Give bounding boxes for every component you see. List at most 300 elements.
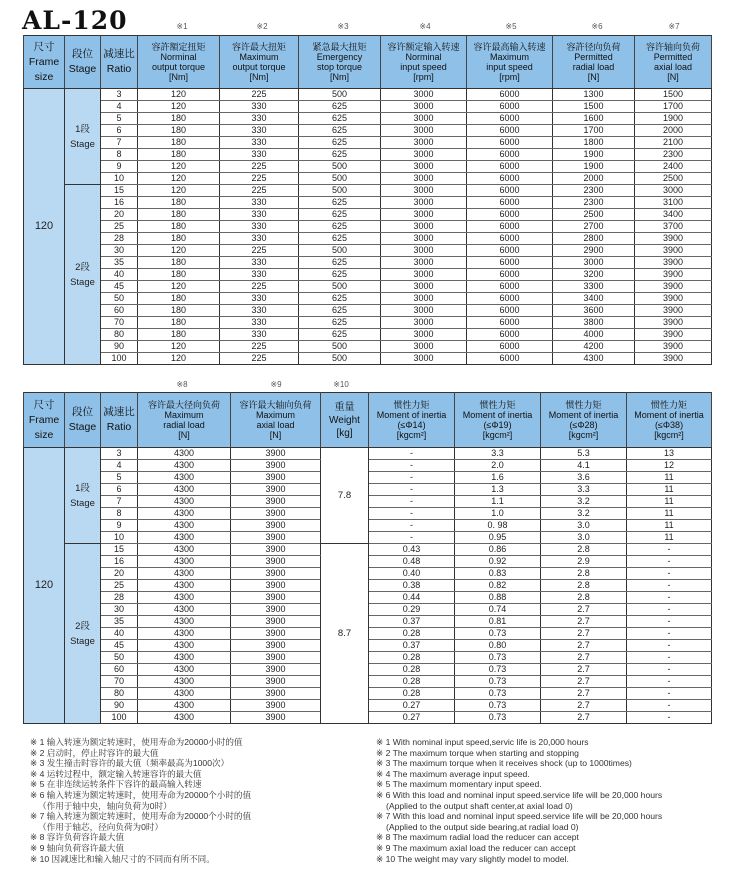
value-cell: 3900 — [231, 556, 321, 568]
value-cell: 6000 — [467, 329, 553, 341]
value-cell: 1900 — [553, 161, 635, 173]
value-cell: - — [369, 472, 455, 484]
ratio-cell: 6 — [101, 484, 138, 496]
value-cell: 4300 — [138, 628, 231, 640]
note-line: ※ 5 The maximum momentary input speed. — [376, 779, 542, 790]
table-row — [24, 353, 712, 365]
ratio-cell: 10 — [101, 532, 138, 544]
value-cell: - — [369, 496, 455, 508]
value-cell: 4300 — [138, 688, 231, 700]
value-cell: 4300 — [138, 544, 231, 556]
value-cell: 500 — [299, 161, 381, 173]
value-cell: 625 — [299, 197, 381, 209]
value-cell: 3.2 — [541, 508, 627, 520]
value-cell: 625 — [299, 113, 381, 125]
table-row — [24, 281, 712, 293]
ratio-cell: 70 — [101, 676, 138, 688]
value-cell: 625 — [299, 305, 381, 317]
value-cell: 225 — [220, 341, 299, 353]
ratio-cell: 28 — [101, 592, 138, 604]
ratio-cell: 25 — [101, 221, 138, 233]
note-mark: ※4 — [419, 22, 431, 31]
ratio-cell: 8 — [101, 149, 138, 161]
table-row — [24, 101, 712, 113]
value-cell: 120 — [138, 101, 220, 113]
value-cell: 120 — [138, 89, 220, 101]
spec-table-1 — [23, 35, 712, 365]
ratio-cell: 6 — [101, 125, 138, 137]
value-cell: 2.8 — [541, 580, 627, 592]
value-cell: 6000 — [467, 233, 553, 245]
value-cell: 0.29 — [369, 604, 455, 616]
table-row — [24, 209, 712, 221]
value-cell: 1.1 — [455, 496, 541, 508]
value-cell: 3000 — [635, 185, 712, 197]
value-cell: 330 — [220, 101, 299, 113]
ratio-cell: 10 — [101, 173, 138, 185]
ratio-cell: 7 — [101, 137, 138, 149]
value-cell: - — [369, 460, 455, 472]
note-line: (Applied to the output shaft center,at axial load 0) — [386, 800, 573, 811]
value-cell: 2300 — [553, 185, 635, 197]
value-cell: 3900 — [635, 329, 712, 341]
value-cell: 1600 — [553, 113, 635, 125]
value-cell: 2.8 — [541, 592, 627, 604]
table-row — [24, 113, 712, 125]
value-cell: 3000 — [381, 101, 467, 113]
value-cell: 4300 — [138, 700, 231, 712]
value-cell: 6000 — [467, 305, 553, 317]
header-max-axial-load: 容许最大轴向负荷 Maximum axial load [N] — [231, 393, 321, 448]
value-cell: 1500 — [553, 101, 635, 113]
value-cell: 4300 — [138, 508, 231, 520]
value-cell: 2.8 — [541, 544, 627, 556]
value-cell: 11 — [627, 472, 712, 484]
value-cell: - — [627, 700, 712, 712]
value-cell: 3000 — [381, 245, 467, 257]
value-cell: 5.3 — [541, 448, 627, 460]
value-cell: 3100 — [635, 197, 712, 209]
note-line: ※ 7 With this load and nominal input speed.service life will be 20,000 hours — [376, 811, 663, 822]
value-cell: - — [627, 640, 712, 652]
value-cell: 180 — [138, 269, 220, 281]
note-line: ※ 8 容许负荷容许最大值 — [30, 832, 125, 843]
value-cell: 2500 — [553, 209, 635, 221]
value-cell: 2.7 — [541, 664, 627, 676]
note-line: ※ 10 因减速比和输入轴尺寸的不同而有所不同。 — [30, 853, 215, 864]
value-cell: 11 — [627, 532, 712, 544]
ratio-cell: 80 — [101, 329, 138, 341]
header-weight: 重量 Weight [kg] — [321, 393, 369, 448]
value-cell: 180 — [138, 113, 220, 125]
value-cell: 180 — [138, 149, 220, 161]
value-cell: 330 — [220, 125, 299, 137]
header-max-speed: 容许最高输入转速 Maximum input speed [rpm] — [467, 36, 553, 89]
value-cell: 3000 — [381, 137, 467, 149]
value-cell: 120 — [138, 341, 220, 353]
header-stage: 段位 Stage — [65, 393, 101, 448]
note-line: ※ 8 The maximum radial load the reducer can accept — [376, 832, 579, 843]
value-cell: 500 — [299, 185, 381, 197]
note-line: ※ 4 The maximum average input speed. — [376, 768, 530, 779]
ratio-cell: 16 — [101, 556, 138, 568]
value-cell: 330 — [220, 233, 299, 245]
value-cell: 6000 — [467, 209, 553, 221]
table-row — [24, 221, 712, 233]
note-line: ※ 7 输入转速为额定转速时，使用寿命为20000个小时的值 — [30, 811, 252, 822]
note-line: ※ 2 The maximum torque when starting and stopping — [376, 747, 579, 758]
table-row — [24, 269, 712, 281]
value-cell: 3900 — [231, 580, 321, 592]
spec-table-1-body — [24, 89, 712, 365]
note-line: ※ 1 With nominal input speed,servic life is 20,000 hours — [376, 737, 589, 747]
header-inertia-38: 惯性力矩 Moment of inertia (≤Φ38) [kgcm²] — [627, 393, 712, 448]
value-cell: 0.74 — [455, 604, 541, 616]
value-cell: 6000 — [467, 161, 553, 173]
value-cell: 6000 — [467, 137, 553, 149]
value-cell: 2.7 — [541, 628, 627, 640]
value-cell: 0.28 — [369, 628, 455, 640]
value-cell: 3900 — [635, 269, 712, 281]
value-cell: 0.28 — [369, 664, 455, 676]
value-cell: 3400 — [553, 293, 635, 305]
value-cell: 0.37 — [369, 640, 455, 652]
header-max-torque: 容许最大扭矩 Maximum output torque [Nm] — [220, 36, 299, 89]
ratio-cell: 60 — [101, 664, 138, 676]
value-cell: 2400 — [635, 161, 712, 173]
value-cell: 3000 — [381, 257, 467, 269]
value-cell: 3900 — [231, 592, 321, 604]
value-cell: 2.8 — [541, 568, 627, 580]
value-cell: 2.7 — [541, 640, 627, 652]
header-radial-load: 容許径向负荷 Permitted radial load [N] — [553, 36, 635, 89]
ratio-cell: 80 — [101, 688, 138, 700]
ratio-cell: 4 — [101, 460, 138, 472]
value-cell: 3.3 — [541, 484, 627, 496]
value-cell: 6000 — [467, 341, 553, 353]
note-line: （作用于轴芯，径向负荷为0时） — [38, 821, 164, 832]
value-cell: - — [369, 484, 455, 496]
value-cell: 3900 — [231, 676, 321, 688]
note-line: ※ 2 启动时，停止时容许的最大值 — [30, 747, 159, 758]
value-cell: 3900 — [635, 341, 712, 353]
value-cell: 3000 — [381, 209, 467, 221]
value-cell: 0.37 — [369, 616, 455, 628]
value-cell: 6000 — [467, 221, 553, 233]
value-cell: 11 — [627, 508, 712, 520]
value-cell: 2.0 — [455, 460, 541, 472]
value-cell: 225 — [220, 89, 299, 101]
ratio-cell: 8 — [101, 508, 138, 520]
value-cell: 3900 — [231, 628, 321, 640]
value-cell: 3900 — [231, 448, 321, 460]
stage-2-cell-line: 2段 — [75, 261, 90, 273]
value-cell: 3000 — [381, 89, 467, 101]
value-cell: 2.9 — [541, 556, 627, 568]
value-cell: - — [627, 628, 712, 640]
value-cell: 2.7 — [541, 712, 627, 724]
note-mark: ※7 — [668, 22, 680, 31]
spec-table-2-body — [24, 448, 712, 724]
value-cell: 3000 — [381, 293, 467, 305]
value-cell: 625 — [299, 209, 381, 221]
value-cell: 500 — [299, 281, 381, 293]
value-cell: 4300 — [138, 556, 231, 568]
value-cell: 6000 — [467, 101, 553, 113]
value-cell: 625 — [299, 317, 381, 329]
value-cell: 0.40 — [369, 568, 455, 580]
value-cell: 3.3 — [455, 448, 541, 460]
table-row — [24, 544, 712, 556]
value-cell: 3000 — [381, 125, 467, 137]
value-cell: 3900 — [635, 281, 712, 293]
value-cell: 225 — [220, 173, 299, 185]
value-cell: 330 — [220, 257, 299, 269]
value-cell: 6000 — [467, 353, 553, 365]
value-cell: 3600 — [553, 305, 635, 317]
note-line: （作用于轴中央，轴向负荷为0时） — [38, 800, 172, 811]
value-cell: 2.7 — [541, 700, 627, 712]
value-cell: - — [627, 652, 712, 664]
value-cell: 3900 — [231, 472, 321, 484]
stage-2-cell — [65, 544, 101, 724]
note-line: ※ 1 输入转速为额定转速时，使用寿命为20000小时的值 — [30, 737, 243, 747]
header-ratio: 减速比 Ratio — [101, 393, 138, 448]
value-cell: 3900 — [231, 604, 321, 616]
value-cell: 11 — [627, 520, 712, 532]
value-cell: 3900 — [635, 353, 712, 365]
stage-1-cell-line: 1段 — [75, 123, 90, 135]
value-cell: 0. 98 — [455, 520, 541, 532]
header-inertia-28: 惯性力矩 Moment of inertia (≤Φ28) [kgcm²] — [541, 393, 627, 448]
note-mark: ※6 — [591, 22, 603, 31]
table-row — [24, 341, 712, 353]
header-ratio: 减速比 Ratio — [101, 36, 138, 89]
value-cell: 6000 — [467, 149, 553, 161]
page-title: AL-120 — [22, 6, 128, 35]
value-cell: 1300 — [553, 89, 635, 101]
value-cell: - — [627, 544, 712, 556]
value-cell: 3000 — [381, 185, 467, 197]
table-row — [24, 293, 712, 305]
header-axial-load: 容许轴向负荷 Permitted axial load [N] — [635, 36, 712, 89]
note-mark: ※3 — [337, 22, 349, 31]
value-cell: 120 — [138, 353, 220, 365]
ratio-cell: 25 — [101, 580, 138, 592]
value-cell: 0.48 — [369, 556, 455, 568]
value-cell: 625 — [299, 269, 381, 281]
table-row — [24, 185, 712, 197]
spec-table-2 — [23, 392, 712, 724]
value-cell: - — [627, 712, 712, 724]
value-cell: 3000 — [381, 329, 467, 341]
value-cell: 1900 — [635, 113, 712, 125]
header-stage: 段位 Stage — [65, 36, 101, 89]
value-cell: 0.82 — [455, 580, 541, 592]
value-cell: 180 — [138, 125, 220, 137]
value-cell: 4300 — [138, 532, 231, 544]
value-cell: 330 — [220, 209, 299, 221]
ratio-cell: 50 — [101, 652, 138, 664]
value-cell: 3700 — [635, 221, 712, 233]
ratio-cell: 35 — [101, 616, 138, 628]
value-cell: 0.27 — [369, 712, 455, 724]
value-cell: 180 — [138, 293, 220, 305]
value-cell: 625 — [299, 257, 381, 269]
value-cell: 330 — [220, 197, 299, 209]
value-cell: 625 — [299, 125, 381, 137]
stage-2-cell-line: Stage — [70, 276, 95, 288]
value-cell: 3400 — [635, 209, 712, 221]
value-cell: 2.7 — [541, 676, 627, 688]
value-cell: 3900 — [231, 508, 321, 520]
value-cell: - — [369, 532, 455, 544]
value-cell: 330 — [220, 305, 299, 317]
value-cell: 180 — [138, 305, 220, 317]
value-cell: 0.73 — [455, 628, 541, 640]
value-cell: 6000 — [467, 281, 553, 293]
ratio-cell: 16 — [101, 197, 138, 209]
stage-1-cell-line: 1段 — [75, 482, 90, 494]
ratio-cell: 3 — [101, 448, 138, 460]
note-line: ※ 9 轴向负荷容许最大值 — [30, 842, 125, 853]
value-cell: 3000 — [381, 161, 467, 173]
value-cell: 3000 — [381, 149, 467, 161]
value-cell: 4200 — [553, 341, 635, 353]
value-cell: - — [627, 604, 712, 616]
table-row — [24, 161, 712, 173]
value-cell: 3900 — [231, 640, 321, 652]
table-row — [24, 233, 712, 245]
value-cell: 3000 — [553, 257, 635, 269]
value-cell: 0.73 — [455, 688, 541, 700]
header-nominal-speed: 容许额定输入转速 Norminal input speed [rpm] — [381, 36, 467, 89]
value-cell: 0.44 — [369, 592, 455, 604]
frame-size-cell: 120 — [24, 448, 65, 724]
value-cell: 0.81 — [455, 616, 541, 628]
value-cell: 11 — [627, 484, 712, 496]
value-cell: 3900 — [231, 700, 321, 712]
value-cell: 3000 — [381, 173, 467, 185]
value-cell: 0.83 — [455, 568, 541, 580]
value-cell: 12 — [627, 460, 712, 472]
ratio-cell: 35 — [101, 257, 138, 269]
value-cell: 3900 — [635, 305, 712, 317]
ratio-cell: 5 — [101, 113, 138, 125]
value-cell: 3900 — [231, 652, 321, 664]
value-cell: 180 — [138, 233, 220, 245]
value-cell: 330 — [220, 113, 299, 125]
value-cell: - — [627, 556, 712, 568]
value-cell: 180 — [138, 257, 220, 269]
ratio-cell: 9 — [101, 520, 138, 532]
value-cell: 3800 — [553, 317, 635, 329]
value-cell: 0.73 — [455, 700, 541, 712]
stage-1-cell-line: Stage — [70, 497, 95, 509]
note-line: ※ 4 运转过程中，额定输入转速容许的最大值 — [30, 768, 202, 779]
ratio-cell: 90 — [101, 700, 138, 712]
value-cell: 4300 — [138, 712, 231, 724]
ratio-cell: 40 — [101, 269, 138, 281]
value-cell: - — [627, 664, 712, 676]
stage-1-cell — [65, 89, 101, 185]
value-cell: 3900 — [231, 544, 321, 556]
value-cell: 500 — [299, 341, 381, 353]
value-cell: 3900 — [231, 460, 321, 472]
value-cell: 0.73 — [455, 664, 541, 676]
value-cell: 120 — [138, 245, 220, 257]
ratio-cell: 45 — [101, 281, 138, 293]
value-cell: 4300 — [138, 604, 231, 616]
value-cell: 0.73 — [455, 676, 541, 688]
ratio-cell: 5 — [101, 472, 138, 484]
value-cell: 2.7 — [541, 688, 627, 700]
value-cell: - — [369, 508, 455, 520]
header-max-radial-load: 容许最大径向负荷 Maximum radial load [N] — [138, 393, 231, 448]
value-cell: 0.38 — [369, 580, 455, 592]
ratio-cell: 4 — [101, 101, 138, 113]
value-cell: 500 — [299, 89, 381, 101]
header-frame-size: 尺寸 Frame size — [24, 36, 65, 89]
value-cell: 0.28 — [369, 652, 455, 664]
table-row — [24, 448, 712, 460]
value-cell: 3200 — [553, 269, 635, 281]
value-cell: - — [627, 580, 712, 592]
table-row — [24, 125, 712, 137]
ratio-cell: 60 — [101, 305, 138, 317]
value-cell: - — [369, 520, 455, 532]
value-cell: 330 — [220, 149, 299, 161]
value-cell: 3.0 — [541, 520, 627, 532]
value-cell: 120 — [138, 281, 220, 293]
ratio-cell: 20 — [101, 568, 138, 580]
value-cell: 3000 — [381, 353, 467, 365]
value-cell: 2800 — [553, 233, 635, 245]
table-row — [24, 317, 712, 329]
value-cell: 3000 — [381, 281, 467, 293]
value-cell: 4300 — [138, 580, 231, 592]
value-cell: 6000 — [467, 245, 553, 257]
value-cell: 3300 — [553, 281, 635, 293]
value-cell: 625 — [299, 221, 381, 233]
stage-2-cell-line: Stage — [70, 635, 95, 647]
value-cell: 2000 — [553, 173, 635, 185]
ratio-cell: 28 — [101, 233, 138, 245]
value-cell: 6000 — [467, 125, 553, 137]
ratio-cell: 9 — [101, 161, 138, 173]
value-cell: 3900 — [231, 664, 321, 676]
value-cell: 3900 — [231, 712, 321, 724]
value-cell: 225 — [220, 185, 299, 197]
value-cell: 6000 — [467, 293, 553, 305]
value-cell: 3900 — [231, 568, 321, 580]
value-cell: 0.28 — [369, 676, 455, 688]
ratio-cell: 15 — [101, 185, 138, 197]
value-cell: 625 — [299, 101, 381, 113]
value-cell: 2300 — [553, 197, 635, 209]
note-line: ※ 5 在非连续运转条件下容许的最高输入转速 — [30, 779, 202, 790]
stage-2-cell — [65, 185, 101, 365]
value-cell: 500 — [299, 353, 381, 365]
table-row — [24, 137, 712, 149]
value-cell: 0.43 — [369, 544, 455, 556]
value-cell: 225 — [220, 245, 299, 257]
value-cell: 0.86 — [455, 544, 541, 556]
value-cell: 0.73 — [455, 712, 541, 724]
value-cell: 6000 — [467, 89, 553, 101]
value-cell: 3000 — [381, 317, 467, 329]
value-cell: 3000 — [381, 113, 467, 125]
